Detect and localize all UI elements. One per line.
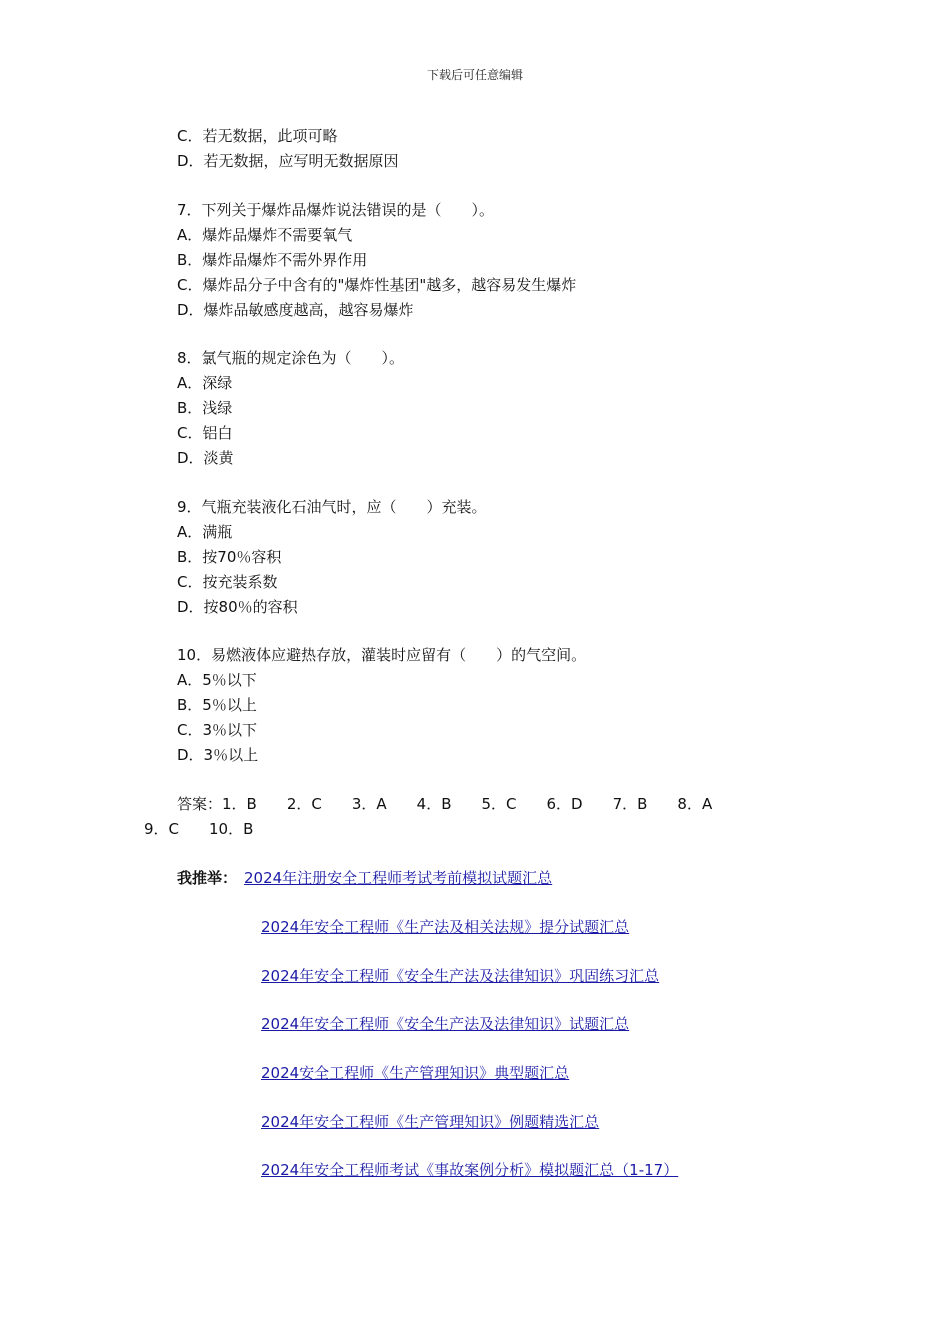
option-c: C．爆炸品分子中含有的"爆炸性基团"越多，越容易发生爆炸 [177, 276, 577, 294]
option-c: C．若无数据，此项可略 [177, 127, 338, 145]
question-7: 7．下列关于爆炸品爆炸说法错误的是（ ）。 [177, 201, 495, 219]
option-d: D．按80％的容积 [177, 598, 298, 616]
page-header: 下载后可任意编辑 [426, 68, 523, 82]
recommend-link[interactable]: 2024年安全工程师《生产法及相关法规》提分试题汇总 [261, 918, 630, 936]
recommend-link[interactable]: 2024安全工程师《生产管理知识》典型题汇总 [261, 1064, 570, 1082]
option-a: A．爆炸品爆炸不需要氧气 [177, 226, 353, 244]
option-c: C．按充装系数 [177, 573, 278, 591]
option-d: D．若无数据，应写明无数据原因 [177, 152, 399, 170]
recommend-link[interactable]: 2024年注册安全工程师考试考前模拟试题汇总 [244, 869, 553, 887]
option-a: A．满瓶 [177, 523, 233, 541]
option-d: D．3％以上 [177, 746, 259, 764]
question-8: 8．氯气瓶的规定涂色为（ ）。 [177, 349, 405, 367]
option-c: C．3％以下 [177, 721, 258, 739]
question-9: 9．气瓶充装液化石油气时，应（ ）充装。 [177, 498, 487, 516]
option-b: B．按70％容积 [177, 548, 282, 566]
answer-line-1: 答案：1．B 2．C 3．A 4．B 5．C 6．D 7．B 8．A [177, 795, 713, 813]
recommend-link[interactable]: 2024年安全工程师考试《事故案例分析》模拟题汇总（1-17） [261, 1161, 679, 1179]
option-c: C．铝白 [177, 424, 233, 442]
recommend-label: 我推举： [177, 869, 238, 887]
option-a: A．5％以下 [177, 671, 257, 689]
option-d: D．淡黄 [177, 449, 234, 467]
option-a: A．深绿 [177, 374, 233, 392]
recommend-link[interactable]: 2024年安全工程师《安全生产法及法律知识》试题汇总 [261, 1015, 630, 1033]
option-b: B．爆炸品爆炸不需外界作用 [177, 251, 368, 269]
option-d: D．爆炸品敏感度越高，越容易爆炸 [177, 301, 414, 319]
question-10: 10．易燃液体应避热存放，灌装时应留有（ ）的气空间。 [177, 646, 587, 664]
option-b: B．5％以上 [177, 696, 257, 714]
answer-line-2: 9．C 10．B [144, 820, 254, 838]
option-b: B．浅绿 [177, 399, 233, 417]
recommend-link[interactable]: 2024年安全工程师《安全生产法及法律知识》巩固练习汇总 [261, 967, 660, 985]
recommend-link[interactable]: 2024年安全工程师《生产管理知识》例题精选汇总 [261, 1113, 600, 1131]
